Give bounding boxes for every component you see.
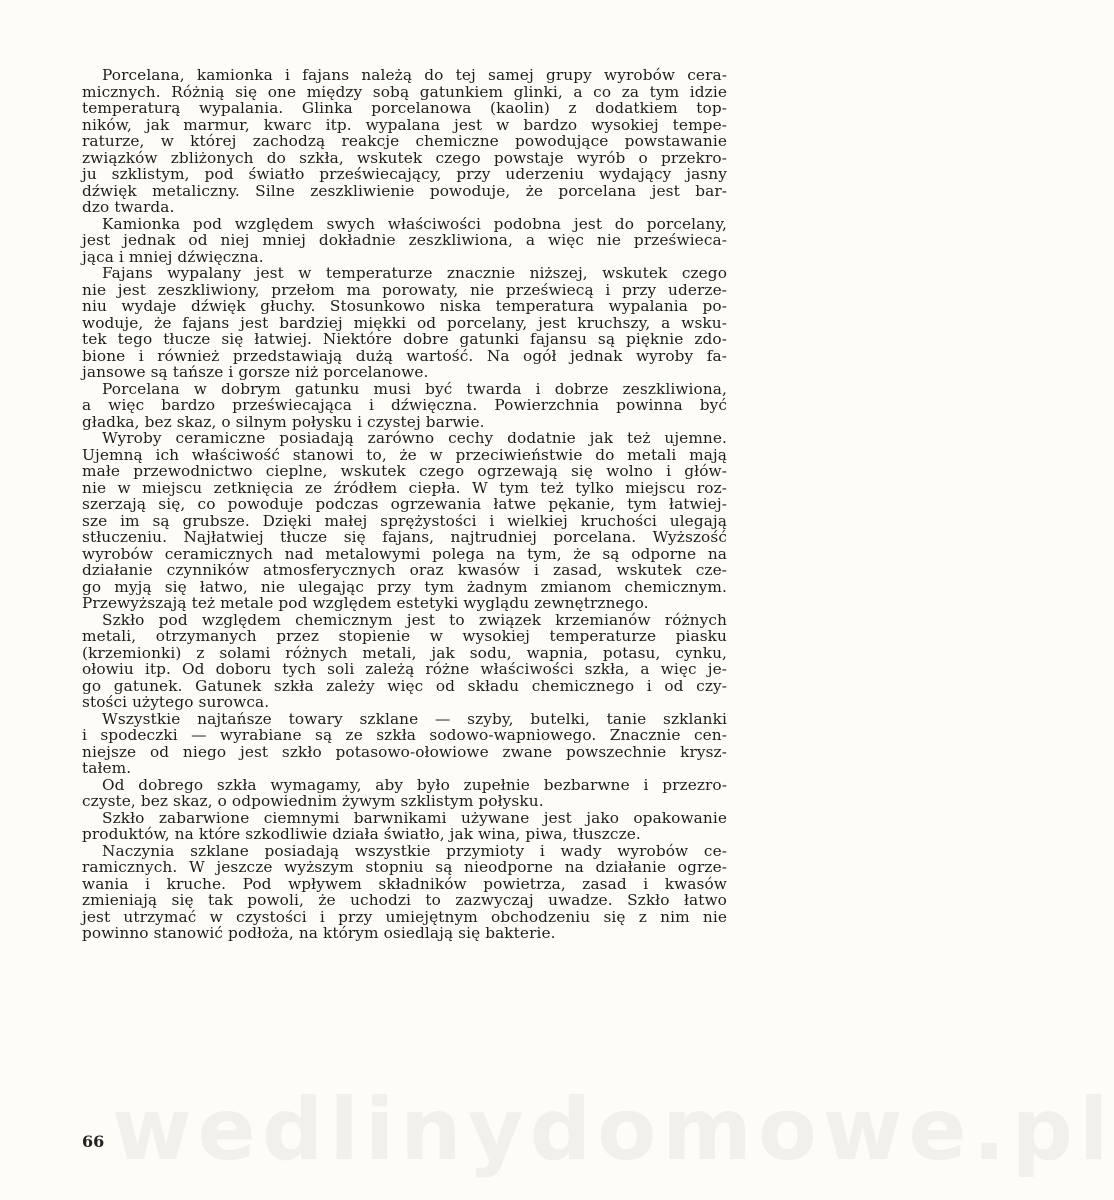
- text-line: Ujemną ich właściwość stanowi to, że w przeciwieństwie do metali mają: [82, 445, 727, 464]
- text-line: nie jest zeszkliwiony, przełom ma porowaty, nie przeświecą i przy uderze-: [82, 280, 727, 299]
- text-line: Naczynia szklane posiadają wszystkie przymioty i wady wyrobów ce-: [102, 841, 727, 860]
- text-line: Szkło pod względem chemicznym jest to związek krzemianów różnych: [102, 610, 727, 629]
- text-line: Wszystkie najtańsze towary szklane — szyby, butelki, tanie szklanki: [102, 709, 727, 728]
- text-line: jąca i mniej dźwięczna.: [82, 247, 264, 266]
- text-line: (krzemionki) z solami różnych metali, jak sodu, wapnia, potasu, cynku,: [82, 643, 727, 662]
- text-line: go myją się łatwo, nie ulegając przy tym żadnym zmianom chemicznym.: [82, 577, 727, 596]
- text-line: powinno stanowić podłoża, na którym osiedlają się bakterie.: [82, 924, 556, 942]
- text-line: i spodeczki — wyrabiane są ze szkła sodowo-wapniowego. Znacznie cen-: [82, 726, 727, 744]
- text-line: Szkło zabarwione ciemnymi barwnikami używane jest jako opakowanie: [102, 808, 727, 827]
- text-line: gładka, bez skaz, o silnym połysku i czystej barwie.: [82, 412, 485, 431]
- text-line: bione i również przedstawiają dużą wartość. Na ogół jednak wyroby fa-: [82, 346, 727, 365]
- text-line: małe przewodnictwo cieplne, wskutek czego ogrzewają się wolno i głów-: [82, 462, 727, 480]
- text-line: stłuczeniu. Najłatwiej tłucze się fajans, najtrudniej porcelana. Wyższość: [82, 528, 727, 546]
- text-line: sze im są grubsze. Dzięki małej sprężystości i wielkiej kruchości ulegają: [82, 511, 727, 530]
- text-line: działanie czynników atmosferycznych oraz kwasów i zasad, wskutek cze-: [82, 561, 727, 579]
- text-line: zmieniają się tak powoli, że uchodzi to zazwyczaj uwadze. Szkło łatwo: [82, 891, 727, 909]
- page-number: 66: [82, 1132, 105, 1151]
- text-line: szerzają się, co powoduje podczas ogrzewania łatwe pękanie, tym łatwiej-: [82, 495, 727, 513]
- text-line: ramicznych. W jeszcze wyższym stopniu są nieodporne na działanie ogrze-: [82, 858, 727, 876]
- text-line: niu wydaje dźwięk głuchy. Stosunkowo niska temperatura wypalania po-: [82, 297, 727, 315]
- text-line: Przewyższają też metale pod względem estetyki wyglądu zewnętrznego.: [82, 594, 649, 612]
- text-line: Porcelana, kamionka i fajans należą do tej samej grupy wyrobów cera-: [102, 66, 727, 84]
- text-line: jest utrzymać w czystości i przy umiejętnym obchodzeniu się z nim nie: [82, 907, 727, 926]
- text-line: Kamionka pod względem swych właściwości podobna jest do porcelany,: [102, 214, 727, 233]
- text-line: jest jednak od niej mniej dokładnie zeszkliwiona, a więc nie prześwieca-: [82, 231, 727, 249]
- watermark: wedlinydomowe.pl: [112, 1080, 1114, 1180]
- text-line: związków zbliżonych do szkła, wskutek czego powstaje wyrób o przekro-: [82, 148, 727, 167]
- page-text: [82, 67, 727, 942]
- text-line: tałem.: [82, 759, 132, 777]
- text-line: wyrobów ceramicznych nad metalowymi polega na tym, że są odporne na: [82, 544, 727, 563]
- text-line: ołowiu itp. Od doboru tych soli zależą różne właściwości szkła, a więc je-: [82, 660, 727, 678]
- text-line: produktów, na które szkodliwie działa światło, jak wina, piwa, tłuszcze.: [82, 825, 641, 843]
- text-line: micznych. Różnią się one między sobą gatunkiem glinki, a co za tym idzie: [82, 82, 727, 101]
- text-line: Porcelana w dobrym gatunku musi być twarda i dobrze zeszkliwiona,: [102, 379, 727, 398]
- text-line: jansowe są tańsze i gorsze niż porcelanowe.: [82, 363, 429, 381]
- text-line: a więc bardzo przeświecająca i dźwięczna. Powierzchnia powinna być: [82, 396, 727, 414]
- text-line: nie w miejscu zetknięcia ze źródłem ciepła. W tym też tylko miejscu roz-: [82, 478, 727, 497]
- text-line: Od dobrego szkła wymagamy, aby było zupełnie bezbarwne i przezro-: [102, 775, 727, 794]
- text-line: Fajans wypalany jest w temperaturze znacznie niższej, wskutek czego: [102, 264, 727, 282]
- text-line: niejsze od niego jest szkło potasowo-ołowiowe zwane powszechnie krysz-: [82, 742, 727, 761]
- text-line: wania i kruche. Pod wpływem składników powietrza, zasad i kwasów: [82, 874, 727, 893]
- text-line: stości użytego surowca.: [82, 693, 270, 711]
- text-line: dźwięk metaliczny. Silne zeszkliwienie powoduje, że porcelana jest bar-: [82, 181, 727, 200]
- text-line: raturze, w której zachodzą reakcje chemiczne powodujące powstawanie: [82, 132, 727, 150]
- text-line: temperaturą wypalania. Glinka porcelanowa (kaolin) z dodatkiem top-: [82, 99, 727, 117]
- text-line: ników, jak marmur, kwarc itp. wypalana jest w bardzo wysokiej tempe-: [82, 115, 727, 134]
- text-line: tek tego tłucze się łatwiej. Niektóre dobre gatunki fajansu są pięknie zdo-: [82, 330, 727, 348]
- text-line: Wyroby ceramiczne posiadają zarówno cechy dodatnie jak też ujemne.: [102, 429, 727, 447]
- text-line: czyste, bez skaz, o odpowiednim żywym szklistym połysku.: [82, 792, 544, 810]
- text-line: go gatunek. Gatunek szkła zależy więc od składu chemicznego i od czy-: [82, 676, 727, 695]
- text-line: dzo twarda.: [82, 198, 175, 216]
- text-line: woduje, że fajans jest bardziej miękki od porcelany, jest kruchszy, a wsku-: [82, 313, 727, 332]
- text-line: ju szklistym, pod światło przeświecający, przy uderzeniu wydający jasny: [82, 165, 727, 183]
- text-line: metali, otrzymanych przez stopienie w wysokiej temperaturze piasku: [82, 627, 727, 645]
